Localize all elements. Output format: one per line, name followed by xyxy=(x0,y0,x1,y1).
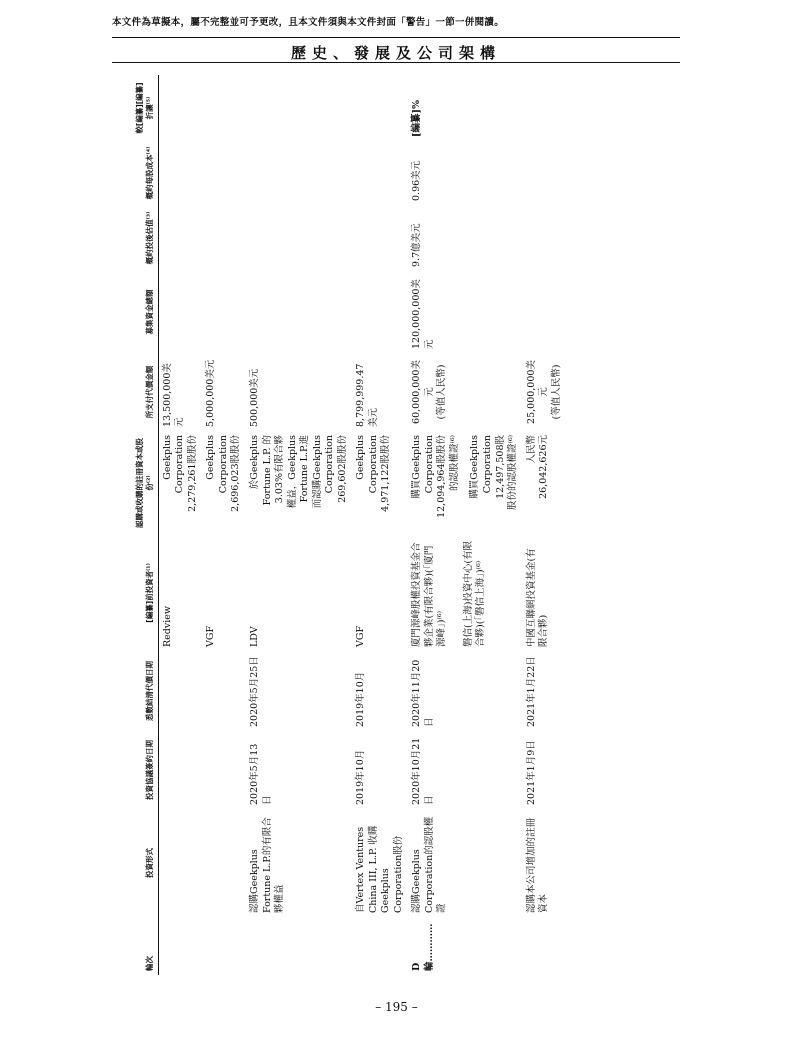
shares-line: 股份的認股權證⁽⁶⁾ xyxy=(507,435,519,510)
shares-line: 而認購Geekplus xyxy=(311,435,323,509)
cell-investor: 中國互聯網投資基金(有限合夥) xyxy=(525,548,550,647)
cell-form: 認購本公司增加的註冊資本 xyxy=(525,817,550,913)
cell-agreement-date xyxy=(202,731,246,809)
table-row xyxy=(352,75,408,975)
cell-shares xyxy=(408,431,522,535)
cell-investor xyxy=(408,535,522,651)
shares-line: 人民幣 xyxy=(525,435,537,464)
table-row xyxy=(408,75,522,975)
cell-valuation xyxy=(158,205,202,271)
shares-line: 權益，Geekplus xyxy=(286,435,298,509)
shares-line: Geekplus xyxy=(161,435,173,480)
cell-valuation xyxy=(523,205,567,271)
cell-cost-per-share xyxy=(158,141,202,205)
shares-line: 3.03%有限合夥 xyxy=(274,435,286,504)
cell-shares xyxy=(202,431,246,535)
cell-shares xyxy=(352,431,408,535)
shares-line: 4,971,122股股份 xyxy=(380,435,392,512)
shares-line: Corporation xyxy=(324,435,336,494)
cell-valuation: 9.7億美元 xyxy=(411,223,423,267)
cell-amount-raised xyxy=(202,271,246,353)
cell-round xyxy=(158,917,202,975)
cell-agreement-date: 2021年1月9日 xyxy=(525,740,537,805)
cell-consideration: 5,000,000美元 xyxy=(205,359,217,427)
shares-line: 2,279,261股股份 xyxy=(186,435,198,512)
cell-settlement-date xyxy=(158,651,202,731)
cell-investor: VGF xyxy=(355,625,367,647)
cell-form: 自Vertex Ventures China III, L.P. 收購Geekplus Corporation股份 xyxy=(355,825,404,913)
cell-investor: VGF xyxy=(205,625,217,647)
cell-agreement-date xyxy=(158,731,202,809)
shares-line: Corporation xyxy=(217,435,229,494)
cell-round xyxy=(523,917,567,975)
table-row xyxy=(158,75,202,975)
header-rule-bottom xyxy=(112,62,680,63)
cell-cost-per-share: 0.96美元 xyxy=(411,160,423,201)
shares-line: Corporation xyxy=(367,435,379,494)
cell-investor: LDV xyxy=(248,626,260,647)
cell-consideration xyxy=(523,353,567,431)
col-investor: [編纂]前投資者⁽¹⁾ xyxy=(135,535,158,651)
header-rule-top xyxy=(112,37,680,38)
consideration-amount: 25,000,000美元 xyxy=(525,360,550,424)
shares-line: 26,042,626元 xyxy=(538,435,550,499)
cell-valuation xyxy=(352,205,408,271)
cell-settlement-date: 2021年1月22日 xyxy=(525,656,537,727)
cell-amount-raised xyxy=(246,271,352,353)
cell-valuation xyxy=(202,205,246,271)
table-row xyxy=(202,75,246,975)
cell-amount-raised: 120,000,000美元 xyxy=(411,279,435,349)
col-valuation: 概約投後估值⁽³⁾ xyxy=(135,205,158,271)
shares-line: Corporation xyxy=(482,435,493,494)
cell-cost-per-share xyxy=(202,141,246,205)
col-shares: 認購或收購的註冊資本或股份⁽²⁾ xyxy=(135,431,158,535)
shares-line: 269,602股股份 xyxy=(336,435,348,503)
consideration-note: (等值人民幣) xyxy=(550,364,562,420)
cell-consideration xyxy=(408,353,522,431)
cell-cost-per-share xyxy=(523,141,567,205)
shares-line: Geekplus xyxy=(205,435,217,480)
cell-consideration: 500,000美元 xyxy=(248,368,260,427)
cell-form: 認購Geekplus Corporation的認股權證 xyxy=(411,816,448,913)
cell-amount-raised xyxy=(523,271,567,353)
cell-discount xyxy=(246,75,352,141)
cell-discount: [編纂]% xyxy=(411,99,423,137)
cell-discount xyxy=(523,75,567,141)
consideration-amount: 60,000,000美元 xyxy=(411,360,435,424)
cell-settlement-date: 2020年11月20日 xyxy=(411,659,435,727)
col-consideration: 所支付代價金額 xyxy=(135,353,158,431)
cell-form xyxy=(202,809,246,917)
shares-line: 於Geekplus xyxy=(248,435,260,490)
cell-cost-per-share xyxy=(352,141,408,205)
cell-agreement-date: 2019年10月 xyxy=(355,749,367,805)
shares-line: Corporation xyxy=(174,435,186,494)
rotated-table-area xyxy=(135,75,695,975)
cell-settlement-date: 2019年10月 xyxy=(355,671,367,727)
cell-agreement-date: 2020年5月13日 xyxy=(248,743,273,805)
investor-name: 磐信(上海)投資中心(有限合夥)(「磐信上海」)⁽⁶⁾ xyxy=(462,540,487,647)
section-title: 歷史、發展及公司架構 xyxy=(290,44,501,62)
table-header-row xyxy=(135,75,158,975)
cell-settlement-date xyxy=(202,651,246,731)
page-number: – 195 – xyxy=(375,1000,418,1014)
cell-cost-per-share xyxy=(246,141,352,205)
cell-shares xyxy=(523,431,567,535)
cell-discount xyxy=(352,75,408,141)
shares-line: Fortune L.P.進 xyxy=(299,435,311,503)
shares-line: Fortune L.P. 的 xyxy=(261,435,273,506)
cell-investor: Redview xyxy=(161,605,173,647)
cell-discount xyxy=(158,75,202,141)
cell-consideration: 13,500,000美元 xyxy=(161,363,186,427)
consideration-note: (等值人民幣) xyxy=(436,364,448,420)
shares-line: 購買Geekplus xyxy=(469,435,481,499)
cell-shares xyxy=(246,431,352,535)
shares-line: 的認股權證⁽⁶⁾ xyxy=(448,435,460,491)
cell-round xyxy=(352,917,408,975)
shares-line: 購買Geekplus xyxy=(411,435,423,499)
shares-line: 2,696,023股股份 xyxy=(230,435,242,512)
cell-shares xyxy=(158,431,202,535)
investment-table xyxy=(135,75,566,975)
shares-line: 12,497,508股 xyxy=(494,435,506,499)
cell-valuation xyxy=(246,205,352,271)
investor-name: 廈門源峰股權投資基金合夥企業(有限合夥)(「廈門源峰」)⁽⁶⁾ xyxy=(411,542,448,647)
cell-form: 認購Geekplus Fortune L.P.的有限合夥權益 xyxy=(248,817,286,913)
col-round: 輪次 xyxy=(135,917,158,975)
draft-notice: 本文件為草擬本，屬不完整並可予更改，且本文件須與本文件封面「警告」一節一併閱讀。 xyxy=(112,17,505,28)
cell-consideration: 8,799,999.47美元 xyxy=(355,363,379,427)
table-row xyxy=(246,75,352,975)
shares-line: 12,094,964股股份 xyxy=(436,435,448,518)
col-cost-per-share: 概約每股成本⁽⁴⁾ xyxy=(135,141,158,205)
cell-settlement-date: 2020年5月25日 xyxy=(248,656,260,727)
col-discount: 較[編纂][編纂]折讓⁽⁵⁾ xyxy=(135,75,158,141)
cell-round xyxy=(246,917,352,975)
table-row xyxy=(523,75,567,975)
cell-agreement-date: 2020年10月21日 xyxy=(411,737,435,805)
shares-line: Geekplus xyxy=(355,435,367,480)
cell-amount-raised xyxy=(352,271,408,353)
col-form: 投資形式 xyxy=(135,809,158,917)
cell-amount-raised xyxy=(158,271,202,353)
cell-round: D輪………… xyxy=(411,923,435,971)
shares-line: Corporation xyxy=(423,435,435,494)
cell-form xyxy=(158,809,202,917)
col-agreement-date: 投資協議簽約日期 xyxy=(135,731,158,809)
cell-discount xyxy=(202,75,246,141)
col-amount-raised: 募集資金總額 xyxy=(135,271,158,353)
col-settlement-date: 悉數結清代價日期 xyxy=(135,651,158,731)
cell-round xyxy=(202,917,246,975)
